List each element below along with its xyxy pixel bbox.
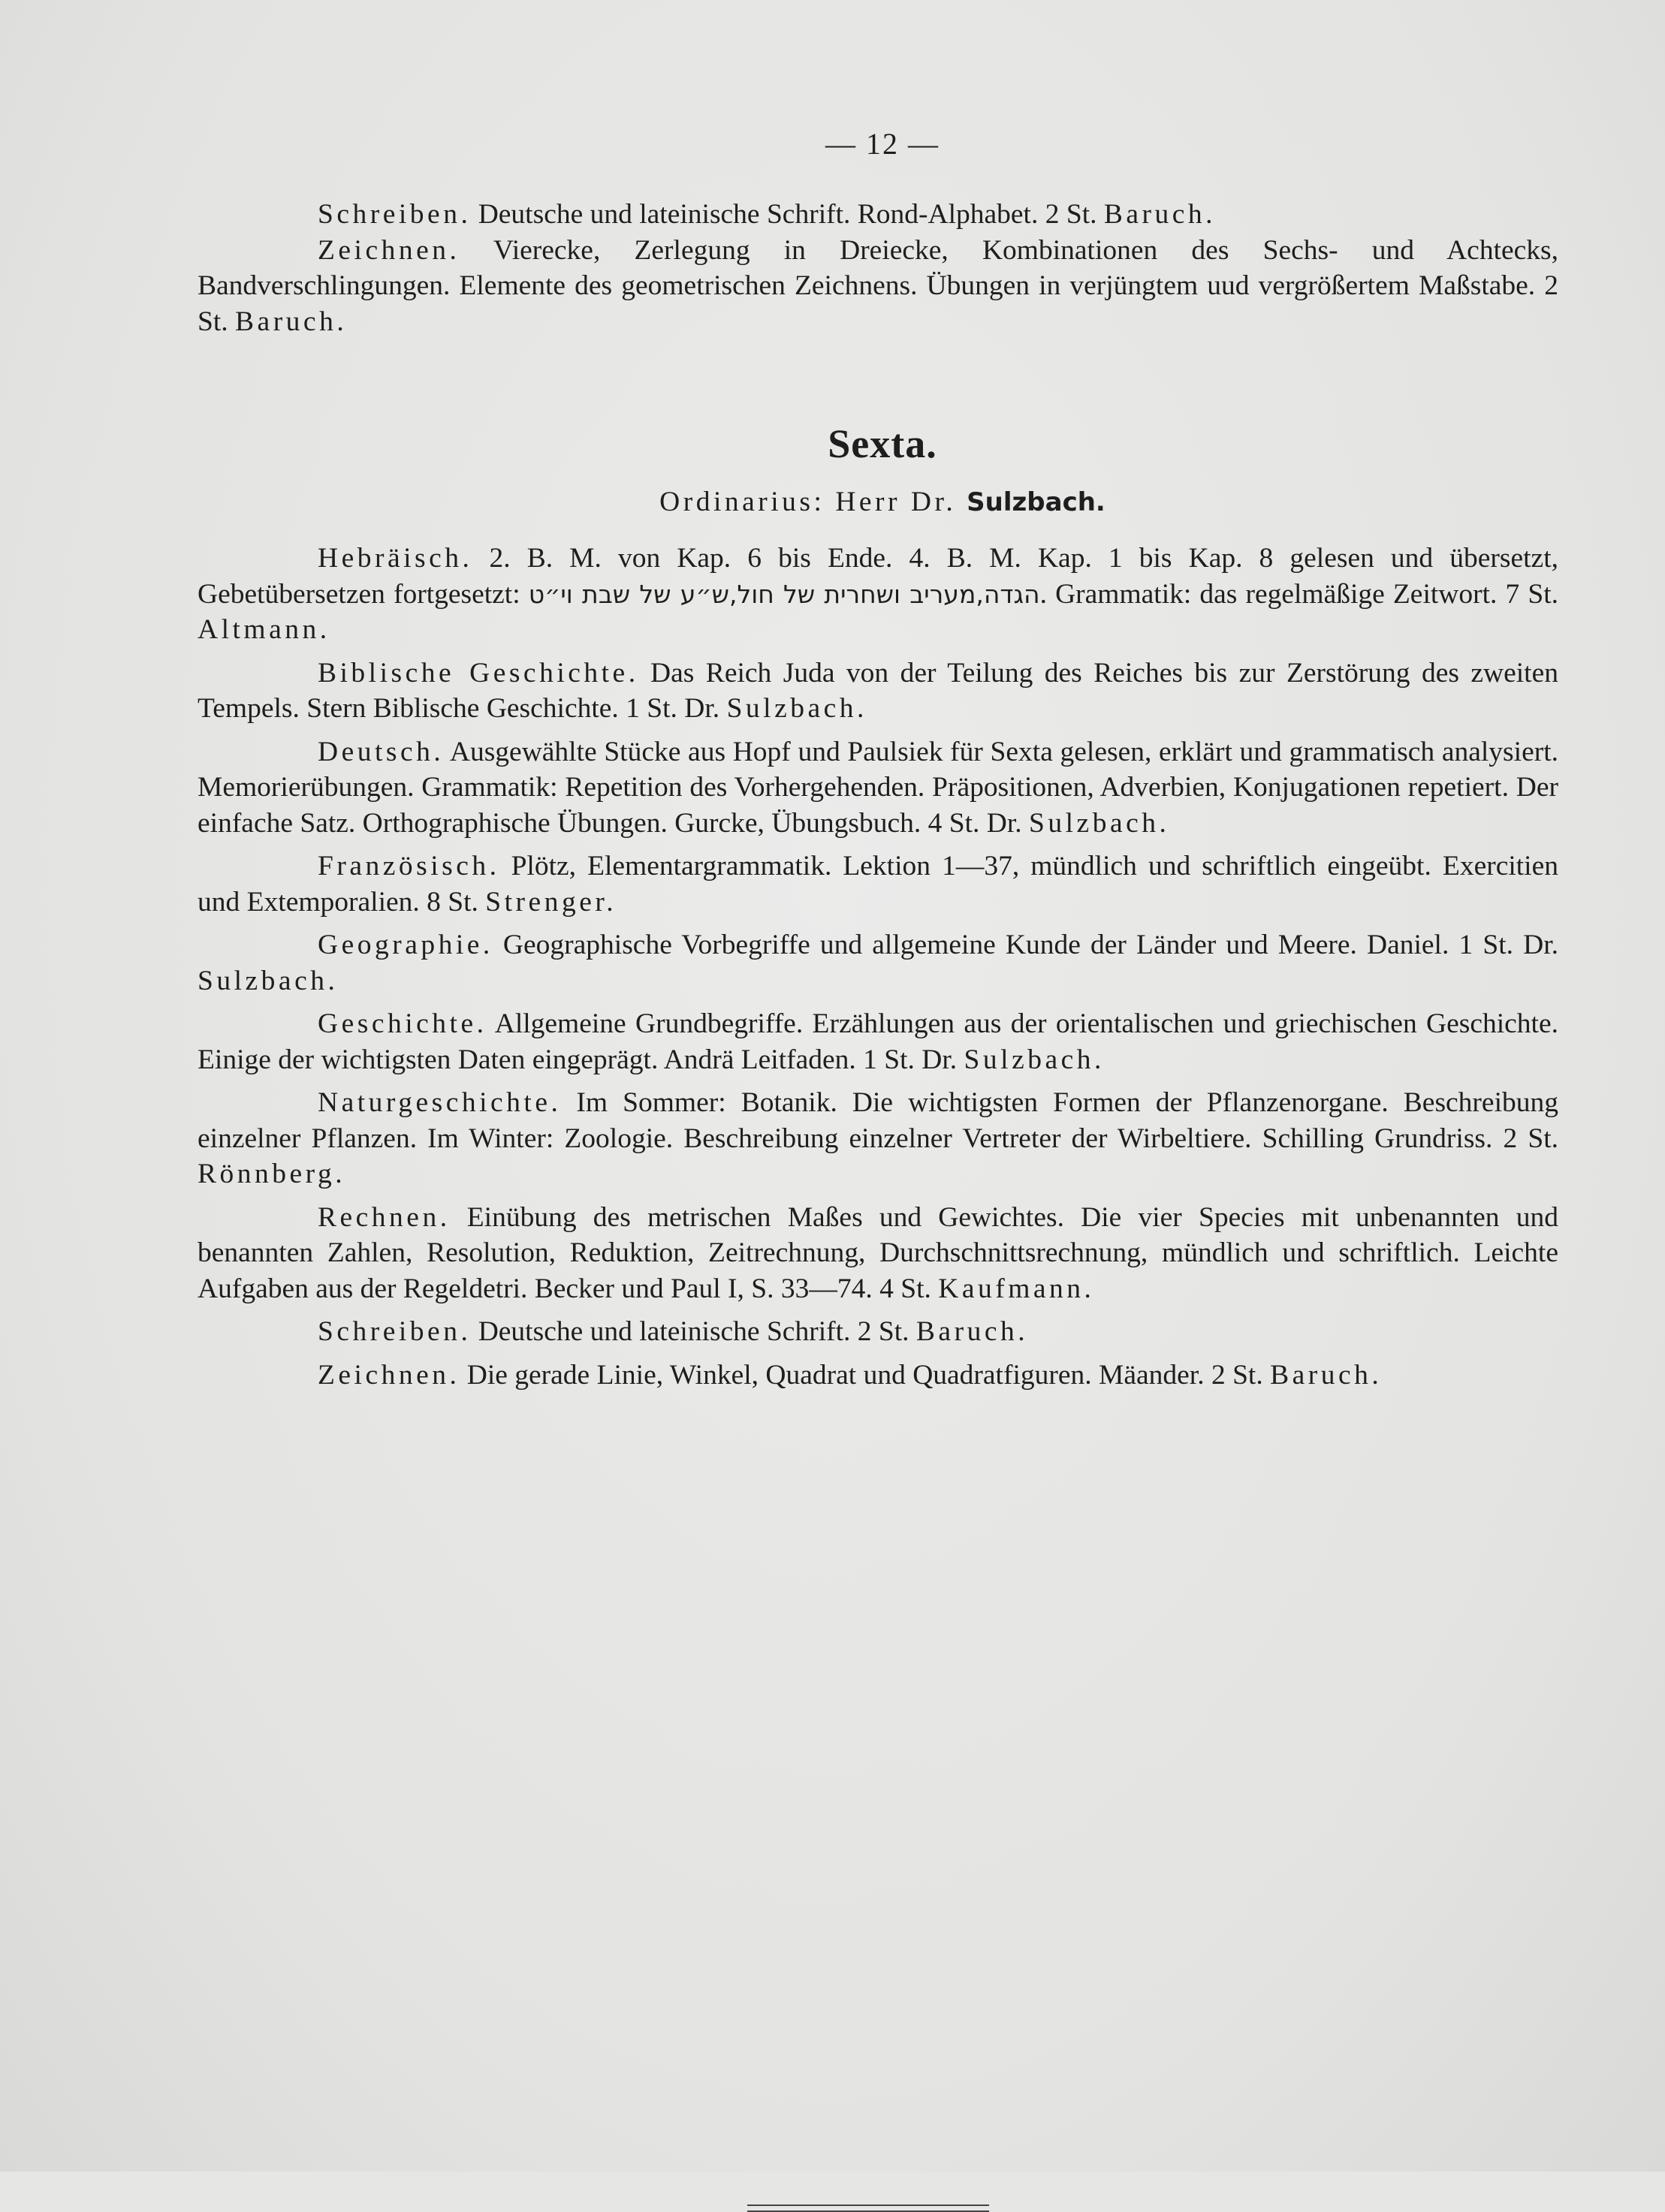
entry-deutsch: [198, 734, 1558, 842]
entry-text: Geographische Vorbegriffe und allgemeine Kunde der Länder und Meere. Daniel. 1 St. Dr.: [493, 930, 1558, 960]
entry-schreiben-top: [198, 197, 1558, 233]
subject-label: Naturgeschichte.: [318, 1087, 562, 1118]
subject-label: Französisch.: [318, 851, 500, 881]
main-section: [198, 541, 1558, 1400]
section-title: Sexta.: [828, 421, 937, 466]
entry-naturgeschichte: [198, 1085, 1558, 1192]
entry-text-cont: . Grammatik: das regelmäßige Zeitwort. 7 St.: [1039, 578, 1558, 610]
entry-zeichnen-top: [198, 233, 1558, 340]
ordinarius-label: Ordinarius: Herr Dr.: [659, 487, 967, 517]
entry-text: Vierecke, Zerlegung in Dreiecke, Kombinationen des Sechs- und Achtecks, Bandverschlingungen. Elemente des geometrischen Zeichnens. Übungen in verjüngtem uud vergrößertem Maßstabe. 2 St.: [198, 234, 1558, 337]
entry-rechnen: [198, 1200, 1558, 1307]
teacher-name: Sulzbach.: [964, 1044, 1105, 1075]
page-number: — 12 —: [825, 127, 940, 161]
subject-label: Deutsch.: [318, 736, 445, 767]
teacher-name: Baruch.: [1103, 199, 1217, 230]
entry-text: Deutsche und lateinische Schrift. 2 St.: [471, 1316, 916, 1347]
hebrew-text: הגדה,מעריב ושחרית של חול,ש״ע של שבת וי״ט: [528, 579, 1040, 609]
entry-text: Ausgewählte Stücke aus Hopf und Paulsiek für Sexta gelesen, erklärt und grammatisch analysiert. Memorierübungen. Grammatik: Repetition des Vorhergehenden. Präpositionen, Adverbien, Konjugationen repetiert. Der einfache Satz. Orthographische Übungen. Gurcke, Übungsbuch. 4 St. Dr.: [198, 736, 1558, 839]
subject-label: Geschichte.: [318, 1008, 487, 1039]
entry-text: Einübung des metrischen Maßes und Gewichtes. Die vier Species mit unbenannten und benannten Zahlen, Resolution, Reduktion, Zeitrechnung, Durchschnittsrechnung, mündlich und schriftlich. Leichte Aufgaben aus der Regeldetri. Becker und Paul I, S. 33—74. 4 St.: [198, 1201, 1558, 1304]
teacher-name: Altmann.: [198, 614, 330, 645]
subject-label: Hebräisch.: [318, 543, 473, 574]
entry-text: Plötz, Elementargrammatik. Lektion 1—37, mündlich und schriftlich eingeübt. Exercitien und Extemporalien. 8 St.: [198, 851, 1558, 918]
subject-label: Zeichnen.: [318, 1359, 460, 1391]
entry-text: Das Reich Juda von der Teilung des Reiches bis zur Zerstörung des zweiten Tempels. Stern Biblische Geschichte. 1 St. Dr.: [198, 657, 1558, 724]
teacher-name: Sulzbach.: [726, 693, 867, 724]
subject-label: Zeichnen.: [318, 234, 460, 266]
teacher-name: Rönnberg.: [198, 1159, 346, 1189]
teacher-name: Sulzbach.: [1029, 807, 1170, 839]
entry-text: Allgemeine Grundbegriffe. Erzählungen aus der orientalischen und griechischen Geschichte. Einige der wichtigsten Daten eingeprägt. Andrä Leitfaden. 1 St. Dr.: [198, 1008, 1558, 1075]
teacher-name: Baruch.: [235, 306, 348, 337]
subject-label: Schreiben.: [318, 1316, 472, 1347]
subject-label: Geographie.: [318, 930, 493, 960]
teacher-name: Baruch.: [1270, 1359, 1383, 1391]
top-section: [198, 197, 1558, 339]
entry-franzoesisch: [198, 848, 1558, 920]
teacher-name: Sulzbach.: [198, 965, 339, 996]
entry-text: Deutsche und lateinische Schrift. Rond-Alphabet. 2 St.: [471, 199, 1104, 230]
entry-geographie: [198, 927, 1558, 999]
entry-text: Die gerade Linie, Winkel, Quadrat und Quadratfiguren. Mäander. 2 St.: [460, 1359, 1271, 1391]
entry-schreiben: [198, 1314, 1558, 1350]
end-rule-top: [747, 2204, 989, 2206]
subject-label: Schreiben.: [318, 199, 472, 230]
entry-biblische-geschichte: [198, 655, 1558, 727]
entry-text: 2. B. M. von Kap. 6 bis Ende. 4. B. M. Kap. 1 bis Kap. 8 gelesen und übersetzt, Gebetübersetzen fortgesetzt:: [198, 543, 1558, 610]
ordinarius-line: [0, 486, 1665, 518]
entry-geschichte: [198, 1006, 1558, 1077]
ordinarius-name: Sulzbach.: [967, 487, 1105, 517]
teacher-name: Kaufmann.: [938, 1273, 1095, 1304]
entry-hebraeisch: [198, 541, 1558, 648]
subject-label: Biblische Geschichte.: [318, 657, 639, 689]
subject-label: Rechnen.: [318, 1201, 451, 1233]
teacher-name: Baruch.: [915, 1316, 1029, 1347]
teacher-name: Strenger.: [485, 886, 617, 918]
entry-zeichnen: [198, 1358, 1558, 1394]
entry-text: Im Sommer: Botanik. Die wichtigsten Formen der Pflanzenorgane. Beschreibung einzelner Pflanzen. Im Winter: Zoologie. Beschreibung einzelner Vertreter der Wirbeltiere. Schilling Grundriss. 2 St.: [198, 1087, 1558, 1154]
